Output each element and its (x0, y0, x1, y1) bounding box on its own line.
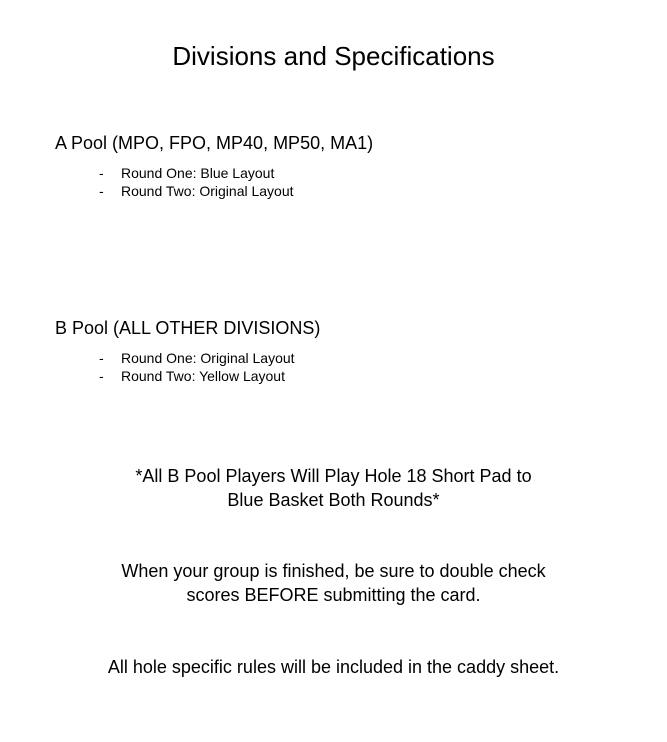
note-line: *All B Pool Players Will Play Hole 18 Short Pad to (135, 466, 532, 486)
bullet-dash: - (99, 165, 104, 181)
bullet-dash: - (99, 368, 104, 384)
b-pool-rounds-list (55, 349, 655, 385)
round-label: Round One: Original Layout (121, 350, 295, 366)
note-line: scores BEFORE submitting the card. (186, 585, 481, 605)
note-line: Blue Basket Both Rounds* (227, 490, 440, 510)
a-pool-section (55, 132, 655, 200)
note-line: All hole specific rules will be included in the caddy sheet. (107, 657, 560, 677)
bullet-dash: - (99, 183, 104, 199)
a-pool-rounds-list (55, 164, 655, 200)
b-pool-section (55, 317, 655, 385)
b-pool-round-one (99, 349, 655, 367)
a-pool-round-two (99, 182, 655, 200)
caddy-sheet-note (0, 655, 667, 679)
note-line: When your group is finished, be sure to double check (121, 561, 546, 581)
page-title: Divisions and Specifications (172, 41, 495, 71)
bullet-dash: - (99, 350, 104, 366)
b-pool-round-two (99, 367, 655, 385)
a-pool-heading: A Pool (MPO, FPO, MP40, MP50, MA1) (55, 133, 374, 153)
b-pool-heading: B Pool (ALL OTHER DIVISIONS) (55, 318, 321, 338)
a-pool-round-one (99, 164, 655, 182)
b-pool-hole-note (0, 464, 667, 512)
scores-check-note (0, 559, 667, 607)
round-label: Round One: Blue Layout (121, 165, 275, 181)
round-label: Round Two: Yellow Layout (121, 368, 285, 384)
round-label: Round Two: Original Layout (121, 183, 294, 199)
